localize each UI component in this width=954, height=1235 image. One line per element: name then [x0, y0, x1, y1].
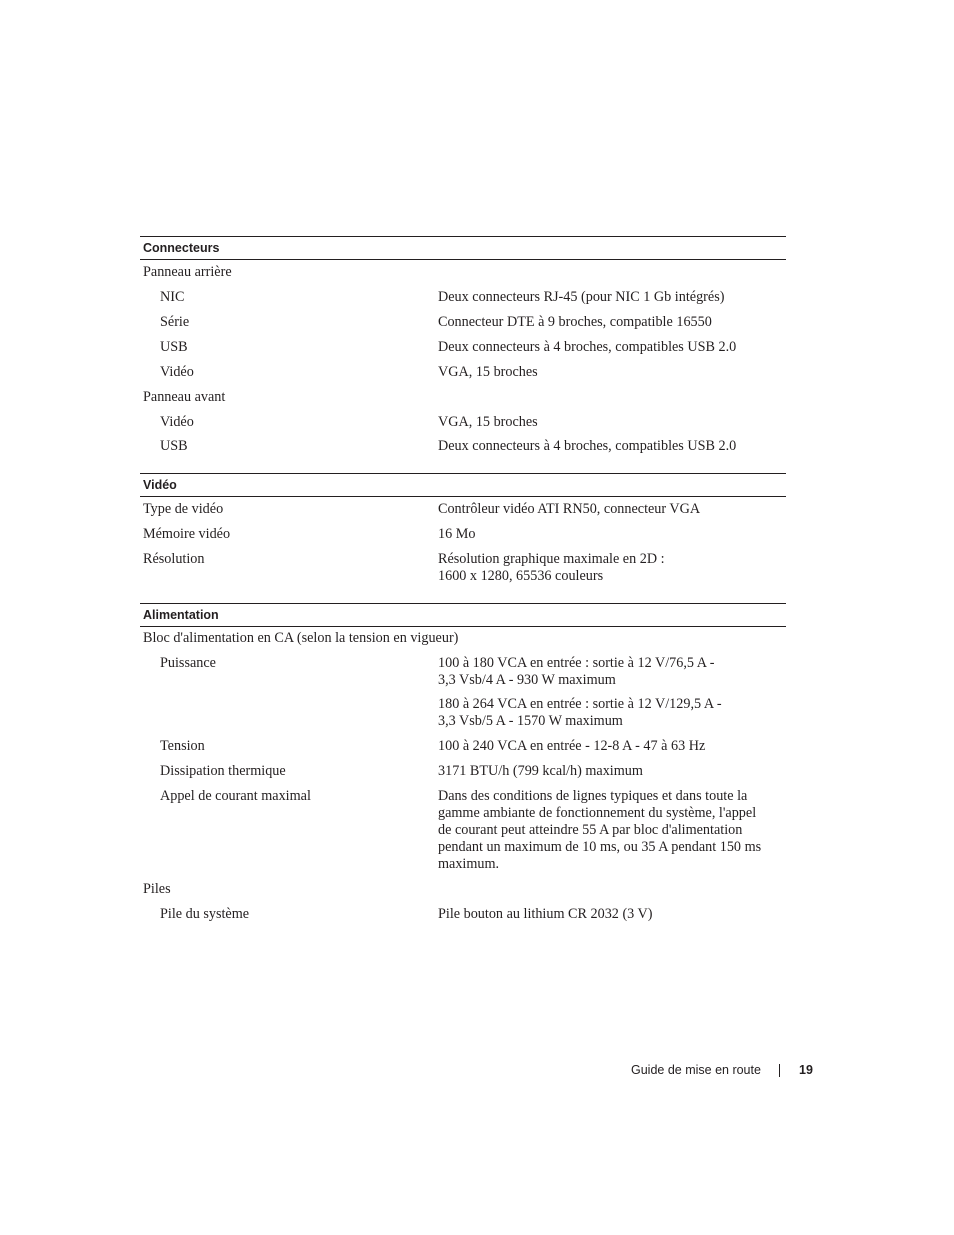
row-label-type-video: Type de vidéo: [143, 501, 224, 517]
row-label-usb-front: USB: [160, 438, 188, 454]
row-value-appel-line1: Dans des conditions de lignes typiques et dans toute la: [438, 788, 748, 804]
row-value-resolution-line2: 1600 x 1280, 65536 couleurs: [438, 568, 604, 584]
group-label-front-panel: Panneau avant: [143, 389, 226, 405]
row-label-puissance: Puissance: [160, 655, 216, 671]
row-label-video-rear: Vidéo: [160, 364, 194, 380]
row-value-usb-front: Deux connecteurs à 4 broches, compatibles USB 2.0: [438, 438, 737, 454]
footer-title: Guide de mise en route: [631, 1063, 761, 1077]
row-value-puissance-2b: 3,3 Vsb/5 A - 1570 W maximum: [438, 713, 623, 729]
row-label-appel-courant: Appel de courant maximal: [160, 788, 311, 804]
row-value-nic: Deux connecteurs RJ-45 (pour NIC 1 Gb intégrés): [438, 289, 725, 305]
row-value-memoire-video: 16 Mo: [438, 526, 476, 542]
group-label-piles: Piles: [143, 881, 171, 897]
row-value-type-video: Contrôleur vidéo ATI RN50, connecteur VGA: [438, 501, 701, 517]
row-value-video-rear: VGA, 15 broches: [438, 364, 538, 380]
row-label-memoire-video: Mémoire vidéo: [143, 526, 231, 542]
row-value-appel-line3: de courant peut atteindre 55 A par bloc d'alimentation: [438, 822, 743, 838]
group-label-ac-supply: Bloc d'alimentation en CA (selon la tension en vigueur): [143, 630, 459, 646]
row-value-serie: Connecteur DTE à 9 broches, compatible 16550: [438, 314, 712, 330]
row-label-dissipation: Dissipation thermique: [160, 763, 286, 779]
footer-separator: [779, 1064, 780, 1077]
row-label-tension: Tension: [160, 738, 205, 754]
row-value-tension: 100 à 240 VCA en entrée - 12-8 A - 47 à 63 Hz: [438, 738, 706, 754]
row-value-puissance-1b: 3,3 Vsb/4 A - 930 W maximum: [438, 672, 616, 688]
row-value-usb-rear: Deux connecteurs à 4 broches, compatibles USB 2.0: [438, 339, 737, 355]
row-value-dissipation: 3171 BTU/h (799 kcal/h) maximum: [438, 763, 643, 779]
row-label-resolution: Résolution: [143, 551, 205, 567]
section-heading-video: Vidéo: [140, 473, 786, 497]
page-number: 19: [799, 1063, 813, 1077]
row-value-resolution-line1: Résolution graphique maximale en 2D :: [438, 551, 665, 567]
row-value-puissance-1a: 100 à 180 VCA en entrée : sortie à 12 V/76,5 A -: [438, 655, 715, 671]
section-heading-alimentation: Alimentation: [140, 603, 786, 627]
row-value-appel-line5: maximum.: [438, 856, 500, 872]
row-value-pile-systeme: Pile bouton au lithium CR 2032 (3 V): [438, 906, 653, 922]
group-label-rear-panel: Panneau arrière: [143, 264, 232, 280]
row-label-nic: NIC: [160, 289, 185, 305]
section-heading-connecteurs: Connecteurs: [140, 236, 786, 260]
row-value-puissance-2a: 180 à 264 VCA en entrée : sortie à 12 V/129,5 A -: [438, 696, 722, 712]
row-label-serie: Série: [160, 314, 190, 330]
row-label-video-front: Vidéo: [160, 414, 194, 430]
row-value-appel-line2: gamme ambiante de fonctionnement du système, l'appel: [438, 805, 757, 821]
row-value-video-front: VGA, 15 broches: [438, 414, 538, 430]
row-label-pile-systeme: Pile du système: [160, 906, 250, 922]
row-label-usb-rear: USB: [160, 339, 188, 355]
row-value-appel-line4: pendant un maximum de 10 ms, ou 35 A pendant 150 ms: [438, 839, 762, 855]
